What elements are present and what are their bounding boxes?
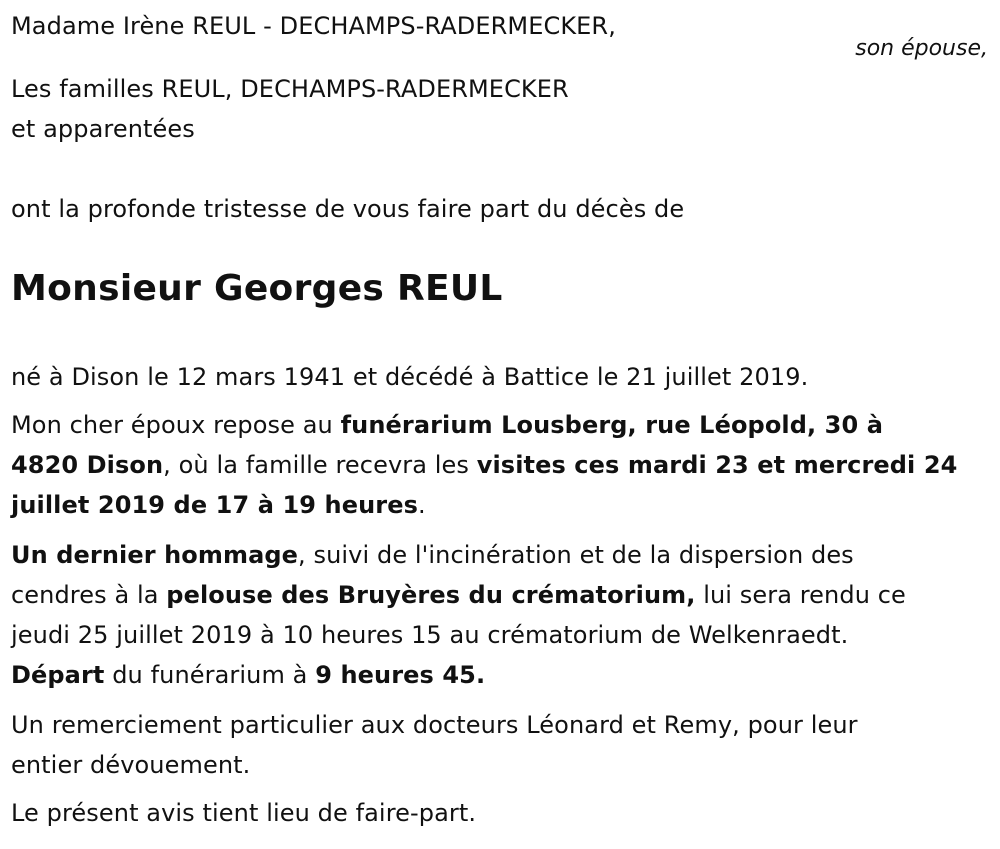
final-tribute-label: Un dernier hommage bbox=[11, 541, 299, 569]
scattering-location: pelouse des Bruyères du crématorium, bbox=[166, 581, 696, 609]
closing-line: Le présent avis tient lieu de faire-part. bbox=[11, 799, 477, 827]
visitation-text: Mon cher époux repose au bbox=[11, 411, 341, 439]
ceremony-text: lui sera rendu ce bbox=[695, 581, 906, 609]
funeral-home-city: 4820 Dison bbox=[11, 451, 164, 479]
ceremony-text: , suivi de l'incinération et de la dispersion des bbox=[298, 541, 854, 569]
ceremony-line-1 bbox=[11, 535, 854, 575]
visiting-hours: juillet 2019 de 17 à 19 heures bbox=[11, 491, 418, 519]
departure-label: Départ bbox=[11, 661, 105, 689]
announcement-intro: ont la profonde tristesse de vous faire part du décès de bbox=[11, 195, 685, 223]
thanks-line-1: Un remerciement particulier aux docteurs Léonard et Remy, pour leur bbox=[11, 711, 858, 739]
relation-label: son épouse, bbox=[855, 36, 988, 61]
visitation-line-1 bbox=[11, 405, 883, 445]
family-line-1: Madame Irène REUL - DECHAMPS-RADERMECKER, bbox=[11, 12, 616, 40]
visiting-days: visites ces mardi 23 et mercredi 24 bbox=[476, 451, 958, 479]
ceremony-line-3: jeudi 25 juillet 2019 à 10 heures 15 au crématorium de Welkenraedt. bbox=[11, 621, 849, 649]
ceremony-text: du funérarium à bbox=[104, 661, 316, 689]
family-line-3: et apparentées bbox=[11, 115, 195, 143]
ceremony-text: cendres à la bbox=[11, 581, 167, 609]
visitation-line-2 bbox=[11, 445, 957, 485]
birth-death-line: né à Dison le 12 mars 1941 et décédé à Battice le 21 juillet 2019. bbox=[11, 363, 809, 391]
visitation-text: , où la famille recevra les bbox=[163, 451, 477, 479]
family-line-2: Les familles REUL, DECHAMPS-RADERMECKER bbox=[11, 75, 569, 103]
deceased-name: Monsieur Georges REUL bbox=[11, 268, 503, 309]
thanks-line-2: entier dévouement. bbox=[11, 751, 251, 779]
ceremony-line-2 bbox=[11, 575, 906, 615]
funeral-home-address: funérarium Lousberg, rue Léopold, 30 à bbox=[340, 411, 884, 439]
departure-time: 9 heures 45. bbox=[315, 661, 486, 689]
ceremony-line-4 bbox=[11, 655, 485, 695]
visitation-text: . bbox=[417, 491, 426, 519]
visitation-line-3 bbox=[11, 485, 426, 525]
